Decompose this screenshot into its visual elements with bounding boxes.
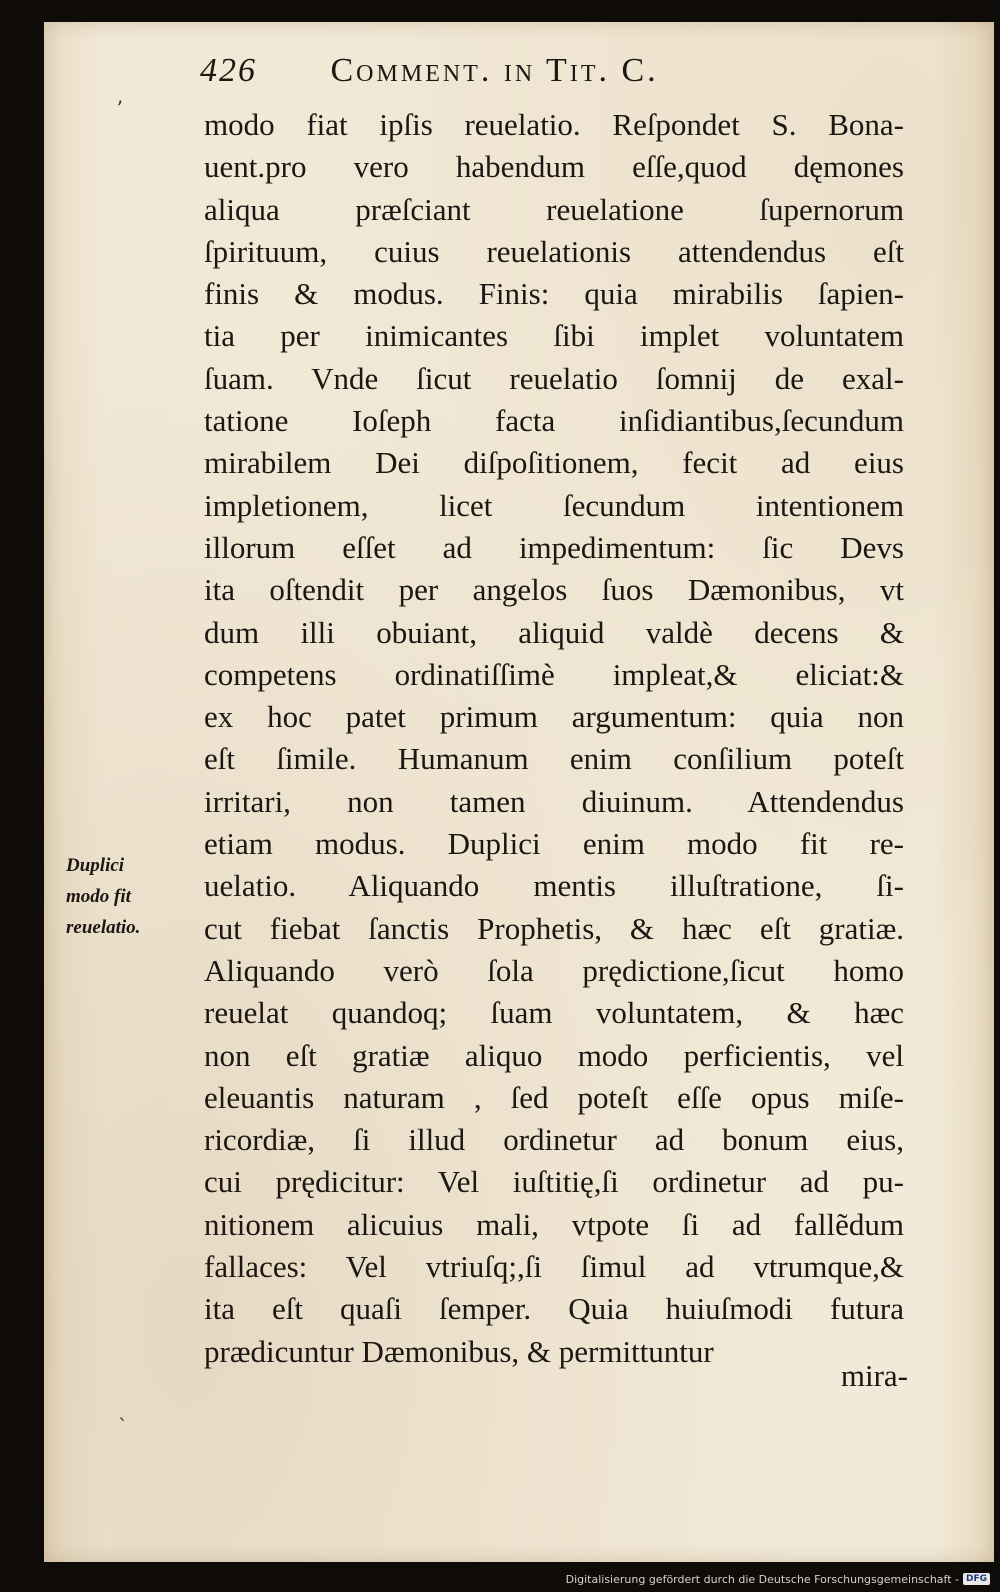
text-line: tatione Ioſeph facta inſidiantibus,ſecundum [204,403,904,439]
text-line: fallaces: Vel vtriuſq;,ſi ſimul ad vtrumque,& [204,1249,904,1285]
text-line: dum illi obuiant, aliquid valdè decens & [204,614,904,650]
digitization-footer [566,1568,990,1590]
text-line: cui prędicitur: Vel iuſtitię,ſi ordinetur ad pu- [204,1164,904,1200]
page-number: 426 [200,52,257,89]
marginal-note-line: Duplici [66,855,125,876]
text-line: impletionem, licet ſecundum intentionem [204,487,904,523]
text-line: illorum eſſet ad impedimentum: ſic Devs [204,529,904,565]
text-line: cut fiebat ſanctis Prophetis, & hæc eſt gratiæ. [204,910,904,946]
text-line: eſt ſimile. Humanum enim conſilium poteſt [204,741,904,777]
text-line: irritari, non tamen diuinum. Attendendus [204,783,904,819]
dfg-logo: DFG [963,1573,990,1585]
text-line: ſuam. Vnde ſicut reuelatio ſomnij de exal- [204,360,904,396]
running-head: Comment. in Tit. C. [330,52,659,89]
marginal-note-line: reuelatio. [66,917,141,938]
text-line: ſpirituum, cuius reuelationis attendendus eſt [204,233,904,269]
text-line: eleuantis naturam , ſed poteſt eſſe opus miſe- [204,1079,904,1115]
text-line: finis & modus. Finis: quia mirabilis ſapien- [204,276,904,312]
text-line: mirabilem Dei diſpoſitionem, fecit ad eius [204,445,904,481]
catchword: mira- [840,1358,908,1393]
text-line: ex hoc patet primum argumentum: quia non [204,699,904,735]
body-text [204,104,904,1373]
paper-speck: ʼ [116,96,123,120]
text-line: prædicuntur Dæmonibus, & permittuntur [204,1333,714,1369]
text-line: tia per inimicantes ſibi implet voluntatem [204,318,904,354]
paper-speck: ˋ [118,1414,128,1438]
text-line: Aliquando verò ſola prędictione,ſicut homo [204,952,904,988]
text-line: non eſt gratiæ aliquo modo perficientis, vel [204,1037,904,1073]
text-line: ricordiæ, ſi illud ordinetur ad bonum eius, [204,1122,904,1158]
text-line: uelatio. Aliquando mentis illuſtratione, ſi- [204,868,904,904]
page-header [200,52,760,96]
text-line: modo fiat ipſis reuelatio. Reſpondet S. Bona- [204,107,904,142]
text-line: ita eſt quaſi ſemper. Quia huiuſmodi futura [204,1291,904,1327]
footer-credit: Digitalisierung gefördert durch die Deutsche Forschungsgemeinschaft - [565,1572,959,1586]
text-line: competens ordinatiſſimè impleat,& eliciat:& [204,656,904,692]
marginal-note [66,850,186,943]
text-line: nitionem alicuius mali, vtpote ſi ad fallẽdum [204,1206,904,1242]
text-line: aliqua præſciant reuelatione ſupernorum [204,191,904,227]
text-line: uent.pro vero habendum eſſe,quod dęmones [204,149,904,185]
text-line: ita oſtendit per angelos ſuos Dæmonibus, vt [204,572,904,608]
text-line: reuelat quandoq; ſuam voluntatem, & hæc [204,995,904,1031]
marginal-note-line: modo fit [66,886,131,907]
text-line: etiam modus. Duplici enim modo fit re- [204,826,904,862]
